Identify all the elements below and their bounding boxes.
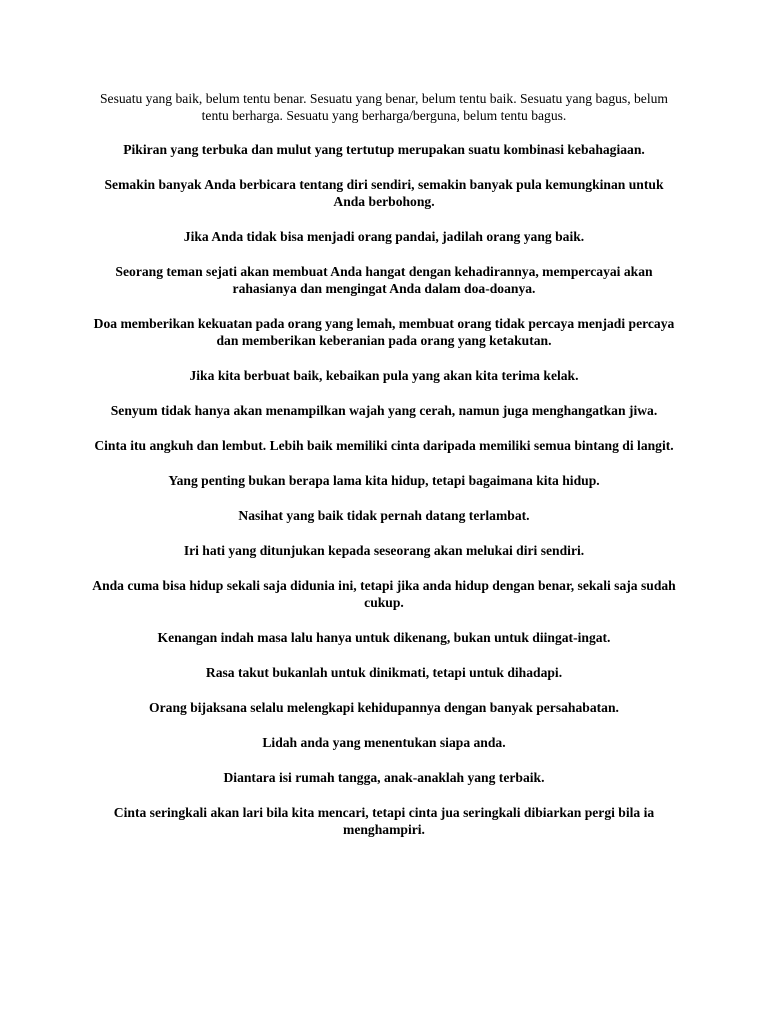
quote-paragraph: Nasihat yang baik tidak pernah datang terlambat. [238,508,530,523]
quote-paragraph: Semakin banyak Anda berbicara tentang diri sendiri, semakin banyak pula kemungkinan untuk Anda berbohong. [104,177,664,209]
quote-paragraph: Cinta seringkali akan lari bila kita mencari, tetapi cinta jua seringkali dibiarkan pergi bila ia menghampiri. [113,805,655,837]
quote-paragraph: Iri hati yang ditunjukan kepada seseorang akan melukai diri sendiri. [183,543,585,558]
quote-paragraph: Anda cuma bisa hidup sekali saja didunia ini, tetapi jika anda hidup dengan benar, sekali saja sudah cukup. [92,578,676,610]
quote-paragraph: Lidah anda yang menentukan siapa anda. [262,735,506,750]
quote-paragraph: Cinta itu angkuh dan lembut. Lebih baik memiliki cinta daripada memiliki semua bintang di langit. [94,438,674,453]
quote-paragraph: Seorang teman sejati akan membuat Anda hangat dengan kehadirannya, mempercayai akan rahasianya dan mengingat Anda dalam doa-doanya. [115,264,653,296]
quote-paragraph: Doa memberikan kekuatan pada orang yang lemah, membuat orang tidak percaya menjadi percaya dan memberikan keberanian pada orang yang ketakutan. [93,316,675,348]
quote-paragraph: Pikiran yang terbuka dan mulut yang tertutup merupakan suatu kombinasi kebahagiaan. [123,142,645,157]
quote-paragraph: Kenangan indah masa lalu hanya untuk dikenang, bukan untuk diingat-ingat. [157,630,611,645]
quote-paragraph: Jika Anda tidak bisa menjadi orang pandai, jadilah orang yang baik. [183,229,585,244]
quote-paragraph: Yang penting bukan berapa lama kita hidup, tetapi bagaimana kita hidup. [168,473,600,488]
quote-paragraph: Jika kita berbuat baik, kebaikan pula yang akan kita terima kelak. [189,368,579,383]
quote-paragraph: Senyum tidak hanya akan menampilkan wajah yang cerah, namun juga menghangatkan jiwa. [110,403,658,418]
quote-paragraph: Diantara isi rumah tangga, anak-anaklah yang terbaik. [223,770,545,785]
document-page [88,90,680,838]
quote-paragraph: Orang bijaksana selalu melengkapi kehidupannya dengan banyak persahabatan. [149,700,619,715]
paragraph-intro: Sesuatu yang baik, belum tentu benar. Sesuatu yang benar, belum tentu baik. Sesuatu yang bagus, belum tentu berharga. Sesuatu yang berharga/berguna, belum tentu bagus. [99,91,668,123]
quote-paragraph: Rasa takut bukanlah untuk dinikmati, tetapi untuk dihadapi. [205,665,563,680]
